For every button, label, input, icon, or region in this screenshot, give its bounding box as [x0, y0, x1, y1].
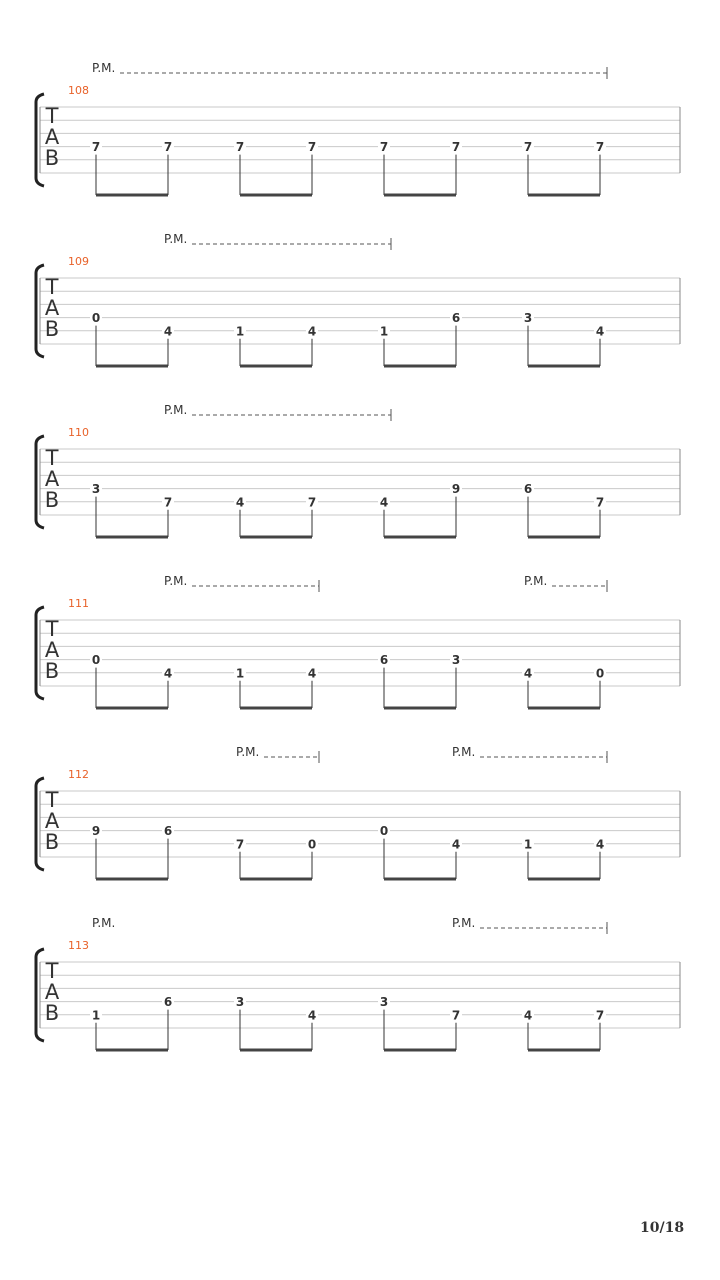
- fret-number: 7: [235, 837, 245, 852]
- eighth-beam: [528, 1049, 600, 1052]
- tab-letter-t: T: [45, 617, 59, 641]
- fret-number: 4: [451, 837, 461, 852]
- eighth-beam: [240, 365, 312, 368]
- fret-number: 1: [235, 324, 245, 339]
- bar-number: 111: [68, 597, 89, 610]
- fret-number: 4: [595, 324, 605, 339]
- tab-letter-t: T: [45, 275, 59, 299]
- palm-mute-label: P.M.: [452, 916, 476, 930]
- fret-number: 7: [451, 140, 461, 155]
- fret-number: 3: [91, 482, 101, 497]
- fret-number: 1: [523, 837, 533, 852]
- fret-number: 4: [523, 1008, 533, 1023]
- tab-letter-b: B: [44, 1001, 60, 1025]
- tab-letter-b: B: [44, 830, 60, 854]
- fret-number: 6: [163, 824, 173, 839]
- fret-number: 3: [523, 311, 533, 326]
- fret-number: 7: [235, 140, 245, 155]
- fret-number: 4: [379, 495, 389, 510]
- fret-number: 9: [91, 824, 101, 839]
- tab-letter-a: A: [44, 809, 60, 833]
- eighth-beam: [240, 1049, 312, 1052]
- fret-number: 7: [163, 140, 173, 155]
- fret-number: 7: [307, 140, 317, 155]
- fret-number: 7: [595, 495, 605, 510]
- fret-number: 4: [163, 666, 173, 681]
- bar-number: 109: [68, 255, 89, 268]
- fret-number: 7: [379, 140, 389, 155]
- bar-number: 113: [68, 939, 89, 952]
- palm-mute-label: P.M.: [452, 745, 476, 759]
- fret-number: 7: [91, 140, 101, 155]
- tab-letter-t: T: [45, 446, 59, 470]
- fret-number: 0: [91, 311, 101, 326]
- eighth-beam: [528, 194, 600, 197]
- fret-number: 4: [307, 1008, 317, 1023]
- fret-number: 4: [595, 837, 605, 852]
- fret-number: 6: [451, 311, 461, 326]
- palm-mute-label: P.M.: [92, 916, 116, 930]
- fret-number: 1: [235, 666, 245, 681]
- tab-letter-a: A: [44, 638, 60, 662]
- bar-number: 112: [68, 768, 89, 781]
- tab-letter-a: A: [44, 467, 60, 491]
- eighth-beam: [96, 878, 168, 881]
- tab-letter-b: B: [44, 317, 60, 341]
- eighth-beam: [528, 536, 600, 539]
- fret-number: 1: [91, 1008, 101, 1023]
- tab-letter-a: A: [44, 125, 60, 149]
- page-number: 10/18: [640, 1220, 685, 1236]
- fret-number: 4: [163, 324, 173, 339]
- palm-mute-label: P.M.: [236, 745, 260, 759]
- tab-letter-b: B: [44, 659, 60, 683]
- palm-mute-label: P.M.: [164, 232, 188, 246]
- eighth-beam: [528, 365, 600, 368]
- eighth-beam: [96, 707, 168, 710]
- eighth-beam: [528, 878, 600, 881]
- fret-number: 7: [595, 1008, 605, 1023]
- fret-number: 3: [379, 995, 389, 1010]
- fret-number: 1: [379, 324, 389, 339]
- fret-number: 6: [163, 995, 173, 1010]
- eighth-beam: [96, 365, 168, 368]
- eighth-beam: [240, 194, 312, 197]
- fret-number: 7: [523, 140, 533, 155]
- palm-mute-label: P.M.: [164, 403, 188, 417]
- fret-number: 0: [595, 666, 605, 681]
- eighth-beam: [384, 707, 456, 710]
- fret-number: 4: [307, 666, 317, 681]
- bar-number: 110: [68, 426, 89, 439]
- eighth-beam: [384, 194, 456, 197]
- eighth-beam: [384, 1049, 456, 1052]
- eighth-beam: [384, 878, 456, 881]
- fret-number: 0: [307, 837, 317, 852]
- tab-letter-t: T: [45, 788, 59, 812]
- eighth-beam: [96, 1049, 168, 1052]
- eighth-beam: [240, 707, 312, 710]
- fret-number: 3: [451, 653, 461, 668]
- eighth-beam: [240, 536, 312, 539]
- eighth-beam: [384, 365, 456, 368]
- tab-letter-b: B: [44, 488, 60, 512]
- fret-number: 6: [379, 653, 389, 668]
- bar-number: 108: [68, 84, 89, 97]
- fret-number: 7: [163, 495, 173, 510]
- fret-number: 3: [235, 995, 245, 1010]
- fret-number: 0: [379, 824, 389, 839]
- fret-number: 9: [451, 482, 461, 497]
- tab-letter-a: A: [44, 980, 60, 1004]
- tab-letter-t: T: [45, 104, 59, 128]
- fret-number: 7: [307, 495, 317, 510]
- eighth-beam: [528, 707, 600, 710]
- eighth-beam: [384, 536, 456, 539]
- palm-mute-label: P.M.: [92, 61, 116, 75]
- fret-number: 7: [595, 140, 605, 155]
- fret-number: 4: [235, 495, 245, 510]
- tab-letter-a: A: [44, 296, 60, 320]
- fret-number: 6: [523, 482, 533, 497]
- tab-letter-b: B: [44, 146, 60, 170]
- palm-mute-label: P.M.: [164, 574, 188, 588]
- fret-number: 4: [307, 324, 317, 339]
- eighth-beam: [96, 194, 168, 197]
- tab-letter-t: T: [45, 959, 59, 983]
- fret-number: 7: [451, 1008, 461, 1023]
- eighth-beam: [240, 878, 312, 881]
- fret-number: 0: [91, 653, 101, 668]
- palm-mute-label: P.M.: [524, 574, 548, 588]
- eighth-beam: [96, 536, 168, 539]
- fret-number: 4: [523, 666, 533, 681]
